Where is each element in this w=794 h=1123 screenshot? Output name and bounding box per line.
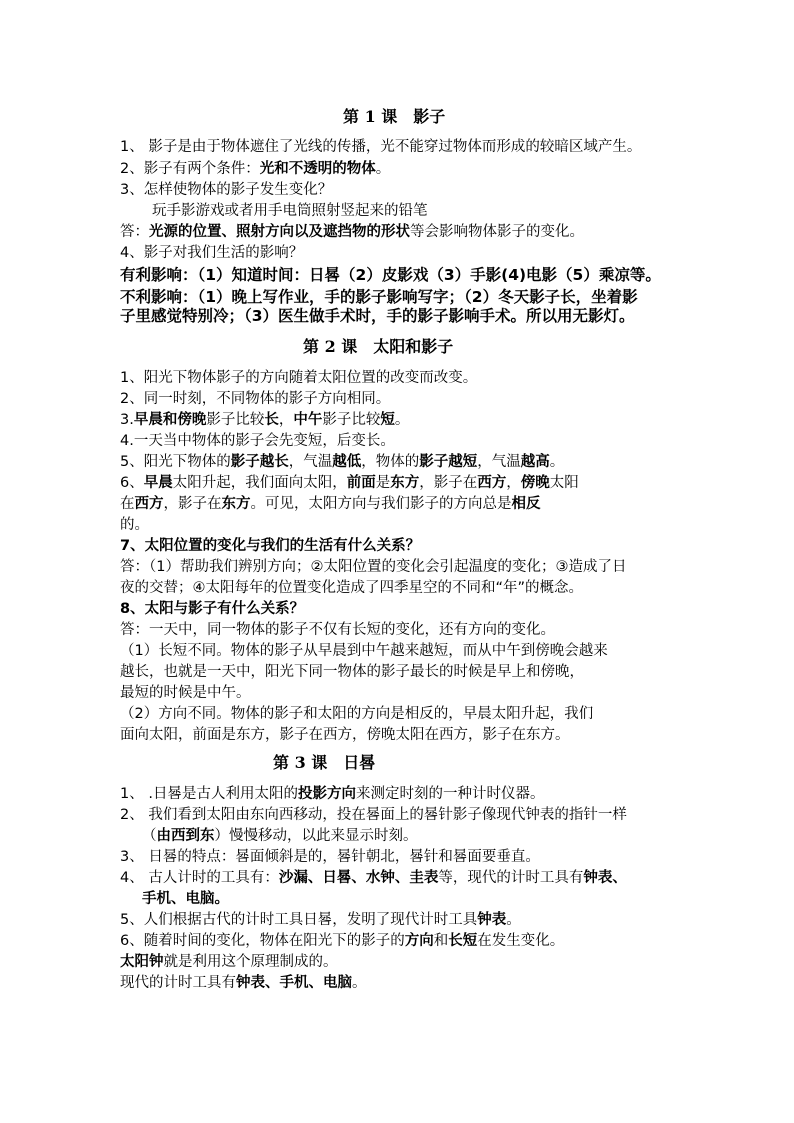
lesson-2-line-4: 4.一天当中物体的影子会先变短，后变长。 [120, 433, 395, 449]
lesson-2-line-13: 答：一天中，同一物体的影子不仅有长短的变化，还有方向的变化。 [120, 622, 555, 638]
lesson-2-line-5: 5、阳光下物体的影子越长，气温越低，物体的影子越短，气温越高。 [120, 454, 565, 470]
lesson-3-line-3: （由西到东）慢慢移动，以此来显示时刻。 [142, 828, 418, 844]
lesson-1-line-4: 玩手影游戏或者用手电筒照射竖起来的铅笔 [152, 203, 428, 219]
lesson-2-line-17: （2）方向不同。物体的影子和太阳的方向是相反的，早晨太阳升起，我们 [120, 706, 594, 722]
lesson-1-line-1: 1、 影子是由于物体遮住了光线的传播，光不能穿过物体而形成的较暗区域产生。 [120, 139, 642, 155]
lesson-3-line-1: 1、 .日晷是古人利用太阳的投影方向来测定时刻的一种计时仪器。 [120, 786, 545, 802]
lesson-1-line-8: 不利影响：（1）晚上写作业，手的影子影响写字；（2）冬天影子长，坐着影 [120, 288, 638, 306]
lesson-1-title: 第 1 课 影子 [343, 107, 446, 126]
lesson-2-line-11: 夜的交替；④太阳每年的位置变化造成了四季星空的不同和“年”的概念。 [120, 580, 584, 596]
lesson-1-line-7: 有利影响：（1）知道时间：日晷（2）皮影戏（3）手影(4)电影（5）乘凉等。 [120, 266, 661, 284]
lesson-3-line-9: 太阳钟就是利用这个原理制成的。 [120, 954, 338, 970]
lesson-2-title: 第 2 课 太阳和影子 [303, 337, 454, 356]
lesson-2-line-10: 答：（1）帮助我们辨别方向；②太阳位置的变化会引起温度的变化；③造成了日 [120, 559, 627, 575]
lesson-1-line-3: 3、怎样使物体的影子发生变化？ [120, 182, 333, 198]
lesson-2-line-16: 最短的时候是中午。 [120, 685, 251, 701]
lesson-1-line-2: 2、影子有两个条件：光和不透明的物体。 [120, 161, 391, 177]
lesson-2-line-3: 3.早晨和傍晚影子比较长，中午影子比较短。 [120, 412, 410, 428]
lesson-2-line-2: 2、同一时刻，不同物体的影子方向相同。 [120, 391, 391, 407]
lesson-3-line-7: 5、人们根据古代的计时工具日晷，发明了现代计时工具钟表。 [120, 912, 521, 928]
lesson-1-line-6: 4、影子对我们生活的影响？ [120, 245, 304, 261]
lesson-2-line-1: 1、阳光下物体影子的方向随着太阳位置的改变而改变。 [120, 370, 478, 386]
lesson-3-line-8: 6、随着时间的变化，物体在阳光下的影子的方向和长短在发生变化。 [120, 933, 565, 949]
lesson-3-line-4: 3、 日晷的特点：晷面倾斜是的，晷针朝北，晷针和晷面要垂直。 [120, 849, 540, 865]
lesson-1-line-5: 答：光源的位置、照射方向以及遮挡物的形状等会影响物体影子的变化。 [120, 224, 584, 240]
lesson-2-line-6: 6、早晨太阳升起，我们面向太阳，前面是东方，影子在西方，傍晚太阳 [120, 475, 579, 491]
lesson-3-line-2: 2、 我们看到太阳由东向西移动，投在晷面上的晷针影子像现代钟表的指针一样 [120, 807, 627, 823]
lesson-2-line-12: 8、太阳与影子有什么关系？ [120, 601, 305, 617]
lesson-3-line-6: 手机、电脑。 [142, 891, 229, 907]
lesson-3-line-10: 现代的计时工具有钟表、手机、电脑。 [120, 975, 367, 991]
lesson-2-line-14: （1）长短不同。物体的影子从早晨到中午越来越短，而从中午到傍晚会越来 [120, 643, 608, 659]
lesson-1-line-9: 子里感觉特别冷；（3）医生做手术时，手的影子影响手术。所以用无影灯。 [120, 307, 635, 325]
lesson-3-line-5: 4、 古人计时的工具有：沙漏、日晷、水钟、圭表等，现代的计时工具有钟表、 [120, 870, 627, 886]
lesson-2-line-7: 在西方，影子在东方。可见，太阳方向与我们影子的方向总是相反 [120, 496, 541, 512]
lesson-3-title: 第 3 课 日晷 [273, 753, 376, 772]
lesson-2-line-9: 7、太阳位置的变化与我们的生活有什么关系？ [120, 538, 421, 554]
lesson-2-line-15: 越长，也就是一天中，阳光下同一物体的影子最长的时候是早上和傍晚， [120, 664, 584, 680]
lesson-2-line-18: 面向太阳，前面是东方，影子在西方，傍晚太阳在西方，影子在东方。 [120, 727, 570, 743]
lesson-2-line-8: 的。 [120, 517, 149, 533]
